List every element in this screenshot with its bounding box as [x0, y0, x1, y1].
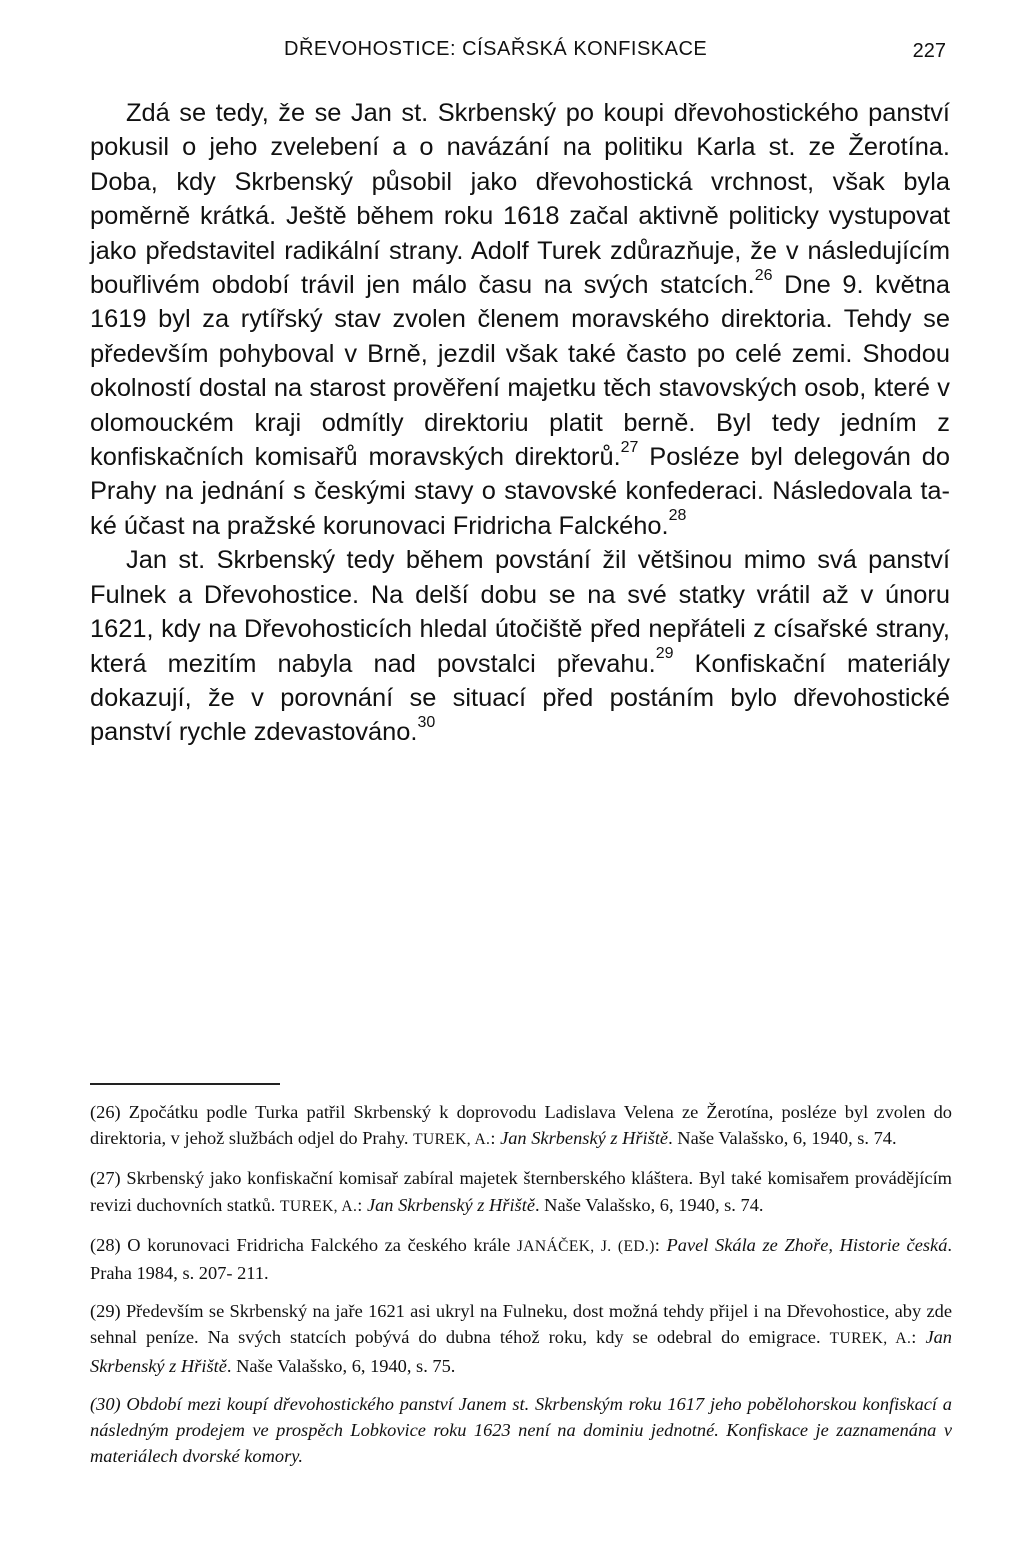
paragraph-1-text-a: Zdá se tedy, že se Jan st. Skrbenský po koupi dřevohostického panství pokusil o jeho zvelebení a o navázání na politiku Karla st. ze Žerotína. Doba, kdy Skrbenský působil jako dřevohostická vrchnost, však byla poměrně krátká. Ještě během roku 1618 začal aktivně politicky vystupovat jako představitel radikální strany. Adolf Turek zdůrazňuje, že v následujícím bouřlivém období trávil jen málo času na svých statcích.: [90, 99, 950, 300]
footnote-author: TUREK, A.: [829, 1330, 912, 1348]
footnote-number: (30): [90, 1393, 121, 1414]
footnote-27: [90, 1165, 952, 1219]
footnote-ref-29[interactable]: 29: [655, 645, 674, 663]
footnote-title: Jan Skrbenský z Hřiště: [366, 1194, 535, 1215]
running-header: [92, 36, 952, 66]
paragraph-2: [90, 543, 950, 749]
footnote-text: Období mezi koupí dřevohostického panství Janem st. Skrbenským roku 1617 jeho pobělohorskou konfiskací a následným prodejem ve prospěch Lobkovice roku 1623 není na dominiu jednotné. Konfiskace je zaznamenána v materiálech dvorské komory.: [90, 1393, 952, 1467]
footnote-number: (26): [90, 1102, 121, 1122]
footnotes: [90, 1099, 952, 1481]
footnote-ref-26[interactable]: 26: [754, 266, 773, 284]
footnote-number: (27): [90, 1168, 121, 1189]
footnote-text: O korunovaci Fridricha Falckého za českého krále: [120, 1234, 517, 1255]
footnote-text: Především se Skrbenský na jaře 1621 asi ukryl na Fulneku, dost možná tehdy přijel i na Dřevohostice, aby zde sehnal peníze. Na svých statcích pobývá do dubna téhož roku, kdy se odebral do emigrace.: [90, 1301, 952, 1348]
page-number: 227: [912, 40, 946, 62]
footnote-text: :: [357, 1194, 367, 1215]
footnote-ref-28[interactable]: 28: [668, 507, 687, 525]
running-head-title: DŘEVOHOSTICE: CÍSAŘSKÁ KONFISKACE: [284, 38, 708, 60]
footnote-text: :: [490, 1128, 501, 1149]
footnote-text: . Naše Valašsko, 6, 1940, s. 74.: [668, 1128, 897, 1149]
footnote-text: . Naše Valašsko, 6, 1940, s. 75.: [226, 1355, 456, 1376]
paragraph-1-text-c: Posléze byl delegován do Prahy na jednání s českými stavy o stavovské konfederaci. Následovala také účast na pražské korunovaci Fridricha Falckého.: [90, 443, 951, 540]
footnote-text: Skrbenský jako konfiskační komisař zabíral majetek šternberského kláštera. Byl také komisařem provádějícím revizi duchovních statků.: [90, 1168, 952, 1215]
paragraph-1: [90, 96, 950, 543]
footnote-ref-27[interactable]: 27: [620, 438, 639, 456]
footnote-title: Pavel Skála ze Zhoře, Historie česká: [666, 1234, 948, 1255]
footnote-separator: [90, 1083, 280, 1085]
paragraph-1-text-b: Dne 9. května 1619 byl za rytířský stav zvolen členem moravského direktoria. Tehdy se především pohyboval v Brně, jezdil však také často po celé zemi. Shodou okolností dostal na starost prověření majetku těch stavovských osob, které v olomouckém kraji odmítly direktoriu platit berně. Byl tedy jedním z konfiskačních komisařů moravských direktorů.: [90, 271, 950, 472]
footnote-ref-30[interactable]: 30: [417, 713, 436, 731]
footnote-number: (29): [90, 1301, 121, 1322]
paragraph-2-text-a: Jan st. Skrbenský tedy během povstání žil většinou mimo svá panství Fulnek a Dřevohostice. Na delší dobu se na své statky vrátil až v únoru 1621, kdy na Dřevohosticích hledal útočiště před nepřáteli z císařské strany, která mezitím nabyla nad povstalci převahu.: [90, 546, 950, 678]
main-text: [90, 96, 950, 750]
footnote-text: :: [654, 1234, 667, 1255]
footnote-text: Zpočátku podle Turka patřil Skrbenský k doprovodu Ladislava Velena ze Žerotína, posléze byl zvolen do direktoria, v jehož službách odjel do Prahy.: [90, 1102, 952, 1149]
footnote-title: Jan Skrbenský z Hřiště: [500, 1128, 669, 1149]
paragraph-2-text-b: Konfiskační materiály dokazují, že v porovnání se situací před postáním bylo dřevohostické panství rychle zdevastováno.: [90, 649, 950, 747]
footnote-title: Jan Skrbenský z Hřiště: [90, 1327, 952, 1376]
footnote-text: . Naše Valašsko, 6, 1940, s. 74.: [534, 1194, 764, 1215]
footnote-author: TUREK, A.: [280, 1197, 358, 1215]
footnote-text: :: [911, 1327, 926, 1348]
footnote-text: . Praha 1984, s. 207- 211.: [90, 1234, 952, 1284]
footnote-number: (28): [90, 1234, 121, 1255]
footnote-29: [90, 1298, 952, 1379]
footnote-26: [90, 1099, 952, 1153]
footnote-author: TUREK, A.: [413, 1131, 491, 1149]
footnote-author: JANÁČEK, J. (ED.): [516, 1237, 655, 1255]
footnote-28: [90, 1232, 952, 1286]
footnote-30: [90, 1391, 952, 1470]
